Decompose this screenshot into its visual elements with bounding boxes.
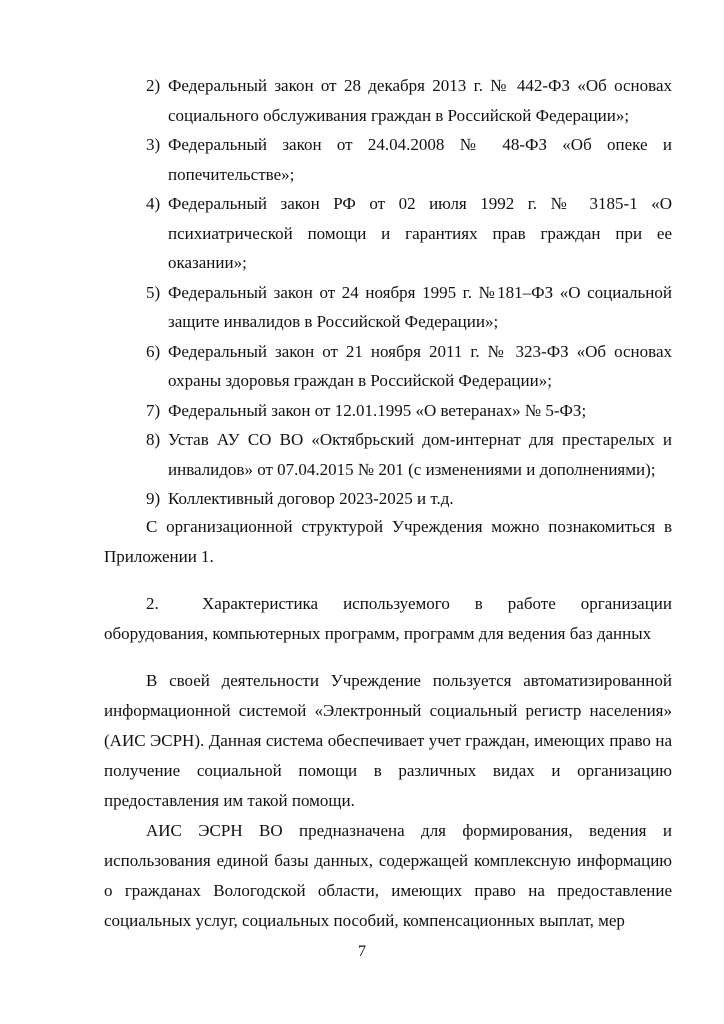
- list-item-number: 8): [146, 430, 161, 449]
- list-item-text: Федеральный закон от 24 ноября 1995 г. №181–ФЗ «О социальной защите инвалидов в Российской Федерации»;: [168, 282, 672, 331]
- list-item-number: 3): [146, 135, 161, 154]
- list-item-text: Федеральный закон от 28 декабря 2013 г. № 442-ФЗ «Об основах социального обслуживания граждан в Российской Федерации»;: [168, 76, 672, 125]
- section-heading: [104, 589, 672, 649]
- list-item: [146, 484, 672, 514]
- list-item-number: 5): [146, 282, 161, 302]
- list-item: [146, 130, 672, 189]
- list-item: [146, 396, 672, 426]
- list-item-text: Федеральный закон от 12.01.1995 «О ветеранах» № 5-ФЗ;: [168, 400, 587, 420]
- org-structure-paragraph: С организационной структурой Учреждения можно познакомиться в Приложении 1.: [104, 517, 672, 566]
- list-item: [146, 189, 672, 278]
- page-number: 7: [358, 943, 366, 960]
- section-title: Характеристика используемого в работе организации оборудования, компьютерных программ, программ для ведения баз данных: [104, 594, 672, 643]
- purpose-paragraph: АИС ЭСРН ВО предназначена для формирования, ведения и использования единой базы данных, содержащей комплексную информацию о гражданах Вологодской области, имеющих право на предоставление социальных услуг, социальных пособий, компенсационных выплат, мер: [104, 821, 672, 930]
- list-item-text: Устав АУ СО ВО «Октябрьский дом-интернат для престарелых и инвалидов» от 07.04.2015 № 201 (с изменениями и дополнениями);: [168, 430, 672, 479]
- list-item-text: Федеральный закон от 21 ноября 2011 г. № 323-ФЗ «Об основах охраны здоровья граждан в Российской Федерации»;: [168, 341, 672, 390]
- list-item-text: Федеральный закон РФ от 02 июля 1992 г. № 3185-1 «О психиатрической помощи и гарантиях прав граждан при ее оказании»;: [168, 194, 672, 272]
- list-item-number: 6): [146, 341, 161, 361]
- list-item: [146, 71, 672, 130]
- list-item-number: 2): [146, 76, 161, 95]
- section-number: 2.: [146, 594, 159, 613]
- list-item-text: Коллективный договор 2023-2025 и т.д.: [168, 489, 454, 508]
- list-item-number: 9): [146, 489, 161, 508]
- list-item-number: 4): [146, 194, 161, 213]
- list-item-number: 7): [146, 400, 161, 420]
- legal-basis-list: [146, 71, 672, 514]
- list-item-text: Федеральный закон от 24.04.2008 № 48-ФЗ «Об опеке и попечительстве»;: [168, 135, 672, 184]
- intro-paragraph: В своей деятельности Учреждение пользуется автоматизированной информационной системой «Электронный социальный регистр населения» (АИС ЭСРН). Данная система обеспечивает учет граждан, имеющих право на получение социальной помощи в различных видах и организацию предоставления им такой помощи.: [104, 671, 672, 810]
- list-item: [146, 278, 672, 337]
- list-item: [146, 425, 672, 484]
- list-item: [146, 337, 672, 396]
